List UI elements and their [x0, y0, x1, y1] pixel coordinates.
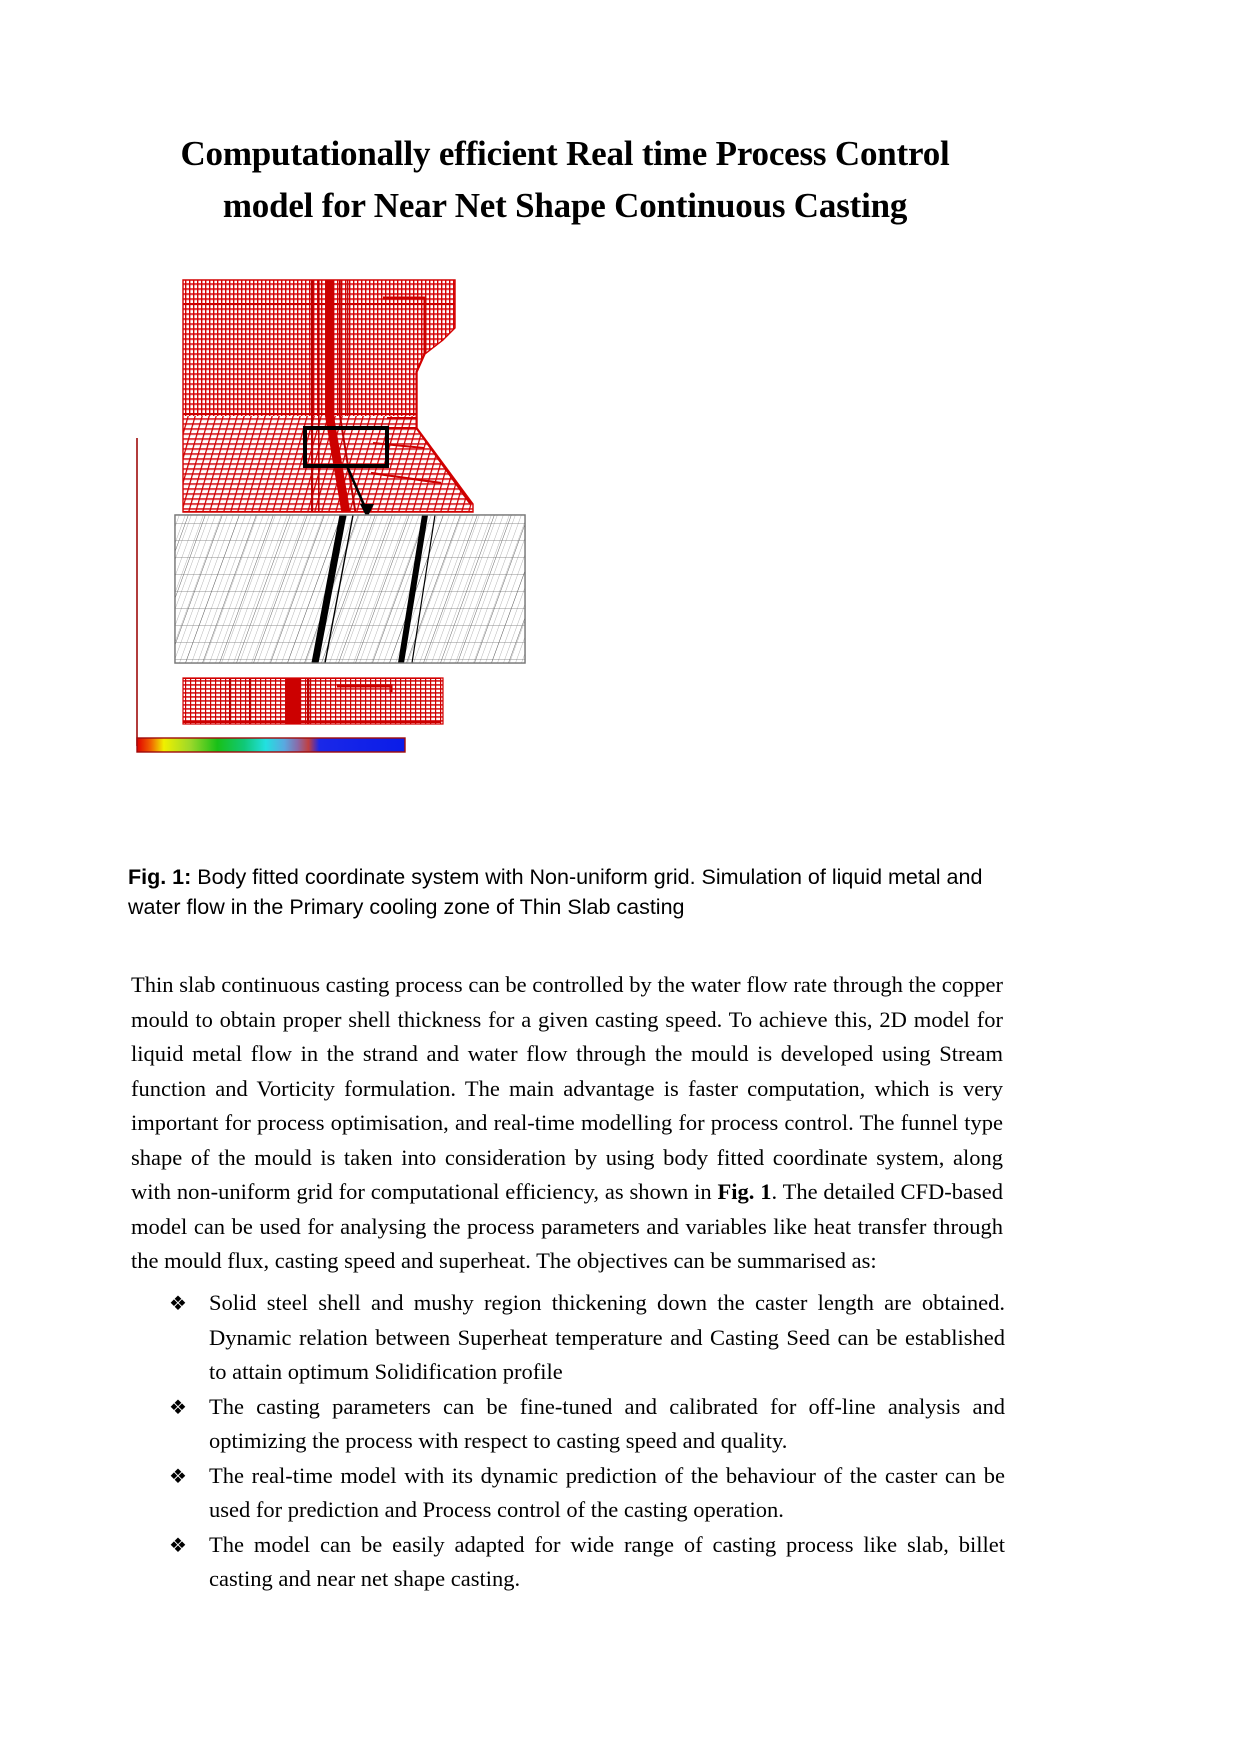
diamond-bullet-icon: ❖ — [169, 1291, 187, 1315]
diamond-bullet-icon: ❖ — [169, 1394, 187, 1419]
diamond-bullet-icon: ❖ — [169, 1463, 187, 1488]
paragraph-part-1: Thin slab continuous casting process can be controlled by the water flow rate through the copper mould to obtain proper shell thickness for a given casting speed. To achieve this, 2D model for liquid metal flow in the strand and water flow through the mould is developed using Stream function and Vorticity formulation. The main advantage is faster computation, which is very important for process optimisation, and real-time modelling for process control. The funnel type shape of the mould is taken into consideration by using body fitted coordinate system, along with non-uniform grid for computational efficiency, as shown in — [131, 972, 1003, 1204]
page-title — [125, 128, 1005, 232]
mould-mesh-upper — [180, 276, 480, 516]
list-item — [165, 1528, 1005, 1597]
title-line-1: Computationally efficient Real time Process Control — [180, 134, 950, 173]
diamond-bullet-icon: ❖ — [169, 1532, 187, 1557]
cfd-mesh-figure-svg — [125, 268, 1005, 758]
paragraph-part-2: . The detailed CFD-based model can be used for analysing the process parameters and variables like heat transfer through the mould flux, casting speed and superheat. The objectives can be summarised as: — [131, 1179, 1004, 1273]
colorbar — [137, 738, 405, 752]
cfd-mesh-figure — [125, 268, 1005, 758]
list-item-text: The real-time model with its dynamic prediction of the behaviour of the caster can be used for prediction and Process control of the casting operation. — [209, 1462, 1005, 1522]
list-item-text: The casting parameters can be fine-tuned and calibrated for off-line analysis and optimizing the process with respect to casting speed and quality. — [209, 1393, 1005, 1453]
title-line-2: model for Near Net Shape Continuous Casting — [222, 186, 908, 225]
list-item-text: Solid steel shell and mushy region thickening down the caster length are obtained. Dynamic relation between Superheat temperature and Casting Seed can be established to attain optimum Solidification profile — [209, 1290, 1005, 1384]
figure-reference: Fig. 1 — [717, 1179, 772, 1204]
objectives-list — [165, 1286, 1005, 1597]
detail-panel — [125, 515, 585, 663]
intro-paragraph — [131, 968, 1003, 1279]
list-item — [165, 1390, 1005, 1459]
list-item — [165, 1286, 1005, 1390]
figure-caption-text: Body fitted coordinate system with Non-uniform grid. Simulation of liquid metal and water flow in the Primary cooling zone of Thin Slab casting — [128, 865, 983, 919]
list-item — [165, 1459, 1005, 1528]
list-item-text: The model can be easily adapted for wide range of casting process like slab, billet casting and near net shape casting. — [209, 1531, 1005, 1591]
mould-mesh-lower — [180, 673, 450, 728]
figure-label: Fig. 1: — [128, 865, 192, 889]
figure-caption — [128, 862, 1008, 922]
